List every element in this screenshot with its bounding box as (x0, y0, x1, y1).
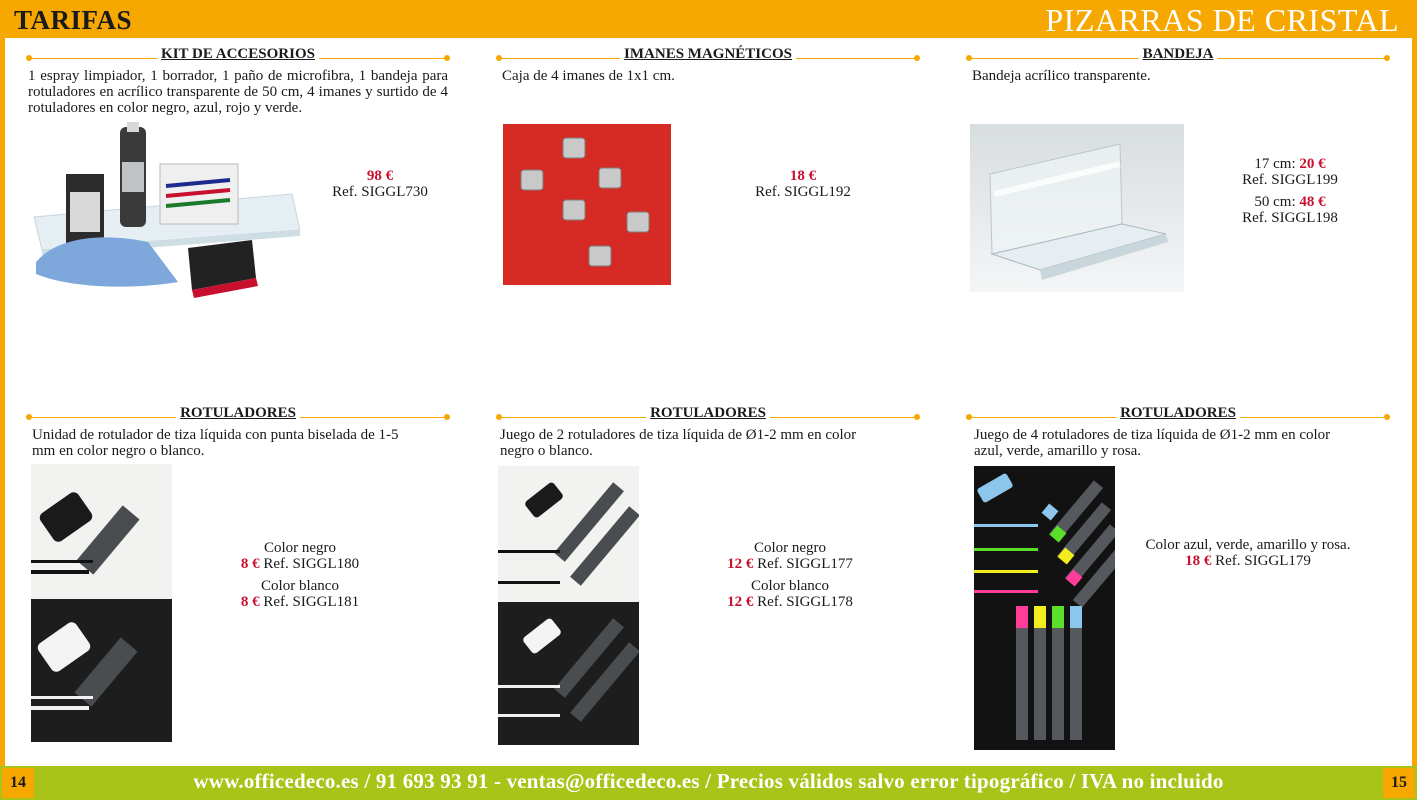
section-rotuladores-unidad (28, 405, 448, 459)
marker-pair-price-block (710, 540, 870, 610)
color-label: Color negro (263, 540, 337, 556)
price-label: 48 € (1299, 194, 1326, 210)
reference-label: Ref. SIGGL177 (757, 556, 853, 572)
footer-contact-text: www.officedeco.es / 91 693 93 91 - ventas@officedeco.es / Precios válidos salvo error tipográfico / IVA no incluido (193, 769, 1224, 793)
marker-single-price-block (220, 540, 380, 610)
color-label: Color blanco (751, 578, 829, 594)
section-description: Juego de 4 rotuladores de tiza líquida de Ø1-2 mm en color azul, verde, amarillo y rosa. (974, 427, 1331, 459)
reference-label: Ref. SIGGL199 (1242, 172, 1338, 188)
tray-option-17cm (1220, 156, 1360, 172)
section-title: ROTULADORES (646, 405, 770, 422)
reference-label: Ref. SIGGL178 (757, 594, 853, 610)
price-label: 98 € (366, 168, 394, 184)
section-header (968, 46, 1388, 66)
section-description: Unidad de rotulador de tiza líquida con punta biselada de 1-5 mm en color negro o blanco. (32, 427, 399, 459)
section-title: KIT DE ACCESORIOS (157, 46, 319, 63)
section-imanes (498, 46, 918, 84)
section-rotuladores-juego-2 (498, 405, 918, 459)
price-label: 18 € (789, 168, 817, 184)
magnets-price-block (733, 168, 873, 200)
size-label: 17 cm: (1254, 156, 1296, 172)
header-left-title: TARIFAS (14, 5, 133, 35)
frame-right-border (1412, 38, 1417, 766)
section-title: IMANES MAGNÉTICOS (620, 46, 796, 63)
section-header (28, 46, 448, 66)
size-label: 50 cm: (1254, 194, 1296, 210)
kit-product-image (30, 122, 302, 298)
header-right-title: PIZARRAS DE CRISTAL (1045, 2, 1399, 38)
section-title: BANDEJA (1139, 46, 1218, 63)
marker-pair-image (498, 466, 639, 745)
section-header (28, 405, 448, 425)
reference-label: Ref. SIGGL730 (332, 184, 428, 200)
tray-option-50cm (1220, 194, 1360, 210)
reference-label: Ref. SIGGL181 (263, 594, 360, 610)
marker-colors-image (974, 466, 1115, 750)
marker-single-image (31, 464, 172, 742)
reference-label: Ref. SIGGL180 (263, 556, 360, 572)
tray-price-block (1220, 156, 1360, 226)
section-title: ROTULADORES (176, 405, 300, 422)
price-label: 12 € (727, 594, 754, 610)
reference-label: Ref. SIGGL179 (1215, 553, 1311, 569)
price-label: 12 € (727, 556, 754, 572)
section-header (968, 405, 1388, 425)
price-label: 18 € (1185, 553, 1212, 569)
section-rotuladores-juego-4 (968, 405, 1388, 459)
marker-colors-price-block (1130, 537, 1366, 569)
page-number-right: 15 (1383, 768, 1415, 798)
color-label: Color azul, verde, amarillo y rosa. (1145, 537, 1351, 553)
section-bandeja (968, 46, 1388, 84)
color-label: Color negro (753, 540, 827, 556)
magnets-product-image (503, 124, 671, 285)
frame-left-border (0, 38, 5, 766)
section-description: 1 espray limpiador, 1 borrador, 1 paño de microfibra, 1 bandeja para rotuladores en acrílico transparente de 50 cm, 4 imanes y surtido de 4 rotuladores en color negro, azul, rojo y verde. (28, 68, 448, 116)
color-label: Color blanco (261, 578, 339, 594)
section-description: Caja de 4 imanes de 1x1 cm. (502, 68, 675, 84)
section-description: Bandeja acrílico transparente. (972, 68, 1151, 84)
reference-label: Ref. SIGGL198 (1242, 210, 1338, 226)
page-number-left: 14 (2, 768, 34, 798)
kit-price-block (310, 168, 450, 200)
reference-label: Ref. SIGGL192 (755, 184, 851, 200)
price-label: 8 € (240, 556, 260, 572)
section-header (498, 405, 918, 425)
section-description: Juego de 2 rotuladores de tiza líquida de Ø1-2 mm en color negro o blanco. (500, 427, 857, 459)
price-label: 8 € (240, 594, 260, 610)
section-title: ROTULADORES (1116, 405, 1240, 422)
tray-product-image (970, 124, 1184, 292)
section-kit (28, 46, 448, 116)
price-label: 20 € (1299, 156, 1326, 172)
section-header (498, 46, 918, 66)
